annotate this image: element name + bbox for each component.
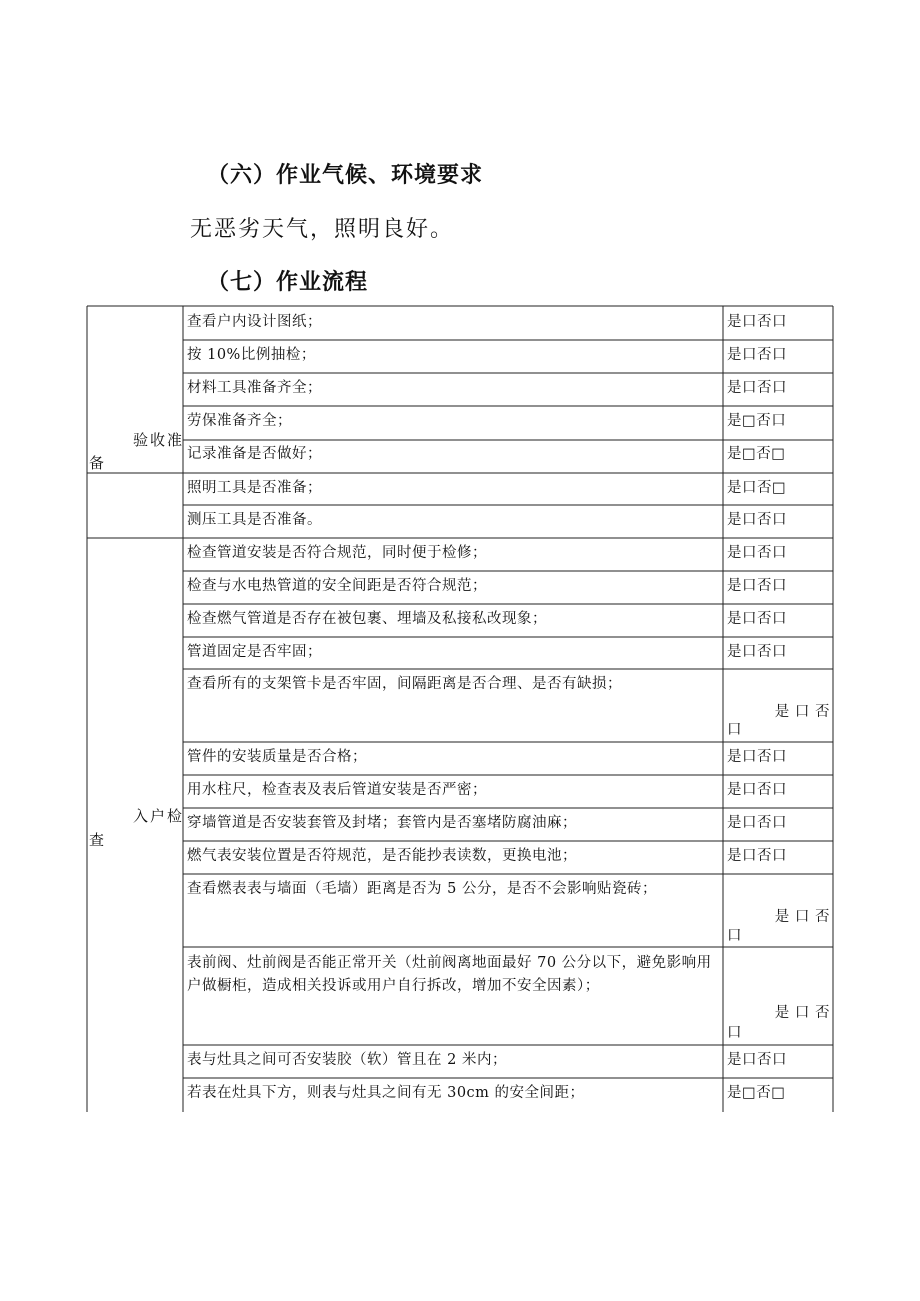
checkbox-yes-no[interactable]: 是□否□	[727, 446, 786, 462]
group-label-acceptance-prep-cont: 备	[89, 454, 107, 472]
checklist-item: 按 10%比例抽检；	[187, 347, 316, 363]
group-label-acceptance-prep: 验收准	[133, 431, 185, 449]
section-6-heading: （六）作业气候、环境要求	[207, 163, 484, 188]
checklist-item: 查看所有的支架管卡是否牢固，间隔距离是否合理、是否有缺损；	[187, 676, 622, 692]
group-label-home-inspection: 入户检	[133, 807, 185, 825]
checkbox-yes-no[interactable]: 是口否口	[727, 512, 787, 528]
checkbox-yes-no[interactable]: 是口否口	[727, 1052, 787, 1068]
checkbox-yes-no[interactable]: 是口否口	[727, 611, 787, 627]
checklist-item: 照明工具是否准备；	[187, 480, 322, 496]
checklist-item: 记录准备是否做好；	[187, 446, 322, 462]
checklist-item: 查看户内设计图纸；	[187, 314, 322, 330]
checkbox-yes-no[interactable]: 是□否□	[727, 1085, 786, 1101]
checklist-item: 用水柱尺，检查表及表后管道安装是否严密；	[187, 782, 487, 798]
checklist-item: 管道固定是否牢固；	[187, 644, 322, 660]
checkbox-yes-no[interactable]: 是口否口	[727, 380, 787, 396]
checklist-item: 查看燃表表与墙面（毛墙）距离是否为 5 公分，是否不会影响贴瓷砖；	[187, 881, 657, 897]
checkbox-yes-no[interactable]: 是口否口	[727, 749, 787, 765]
checkbox-yes-no[interactable]: 是口否口	[727, 848, 787, 864]
checklist-item: 劳保准备齐全；	[187, 413, 292, 429]
checkbox-no-wrap[interactable]: 口	[727, 928, 742, 944]
checklist-item: 表与灶具之间可否安装胶（软）管且在 2 米内；	[187, 1052, 507, 1068]
section-6-text: 无恶劣天气，照明良好。	[190, 217, 455, 242]
checklist-item: 管件的安装质量是否合格；	[187, 749, 367, 765]
checklist-item: 若表在灶具下方，则表与灶具之间有无 30cm 的安全间距；	[187, 1085, 585, 1101]
checklist-item: 材料工具准备齐全；	[187, 380, 322, 396]
checkbox-yes-no[interactable]: 是口否口	[727, 815, 787, 831]
checklist-item: 测压工具是否准备。	[187, 512, 322, 528]
checkbox-yes-no[interactable]: 是□否口	[727, 413, 787, 429]
checkbox-yes-no[interactable]: 是口否口	[727, 782, 787, 798]
checkbox-no-wrap[interactable]: 口	[727, 1025, 742, 1041]
checkbox-yes-no[interactable]: 是口否口	[727, 314, 787, 330]
section-7-heading: （七）作业流程	[207, 270, 369, 295]
checklist-item: 检查管道安装是否符合规范，同时便于检修；	[187, 545, 487, 561]
checklist-item: 检查燃气管道是否存在被包裹、埋墙及私接私改现象；	[187, 611, 547, 627]
checklist-item: 燃气表安装位置是否符规范，是否能抄表读数，更换电池；	[187, 848, 577, 864]
checkbox-yes-no[interactable]: 是口否口	[727, 578, 787, 594]
checkbox-yes-no[interactable]: 是口否口	[727, 347, 787, 363]
checkbox-yes-no[interactable]: 是 口 否	[774, 704, 830, 720]
checkbox-yes-no[interactable]: 是口否口	[727, 644, 787, 660]
checkbox-yes-no[interactable]: 是 口 否	[774, 1005, 830, 1021]
checkbox-no-wrap[interactable]: 口	[727, 722, 742, 738]
checklist-item: 检查与水电热管道的安全间距是否符合规范；	[187, 578, 487, 594]
checkbox-yes-no[interactable]: 是口否口	[727, 545, 787, 561]
checklist-item: 表前阀、灶前阀是否能正常开关（灶前阀离地面最好 70 公分以下，避免影响用户做橱柜，造成相关投诉或用户自行拆改，增加不安全因素）；	[187, 955, 712, 994]
checklist-item: 穿墙管道是否安装套管及封堵；套管内是否塞堵防腐油麻；	[187, 815, 577, 831]
checkbox-yes-no[interactable]: 是口否□	[727, 480, 787, 496]
checkbox-yes-no[interactable]: 是 口 否	[774, 909, 830, 925]
group-label-home-inspection-cont: 查	[89, 831, 107, 849]
